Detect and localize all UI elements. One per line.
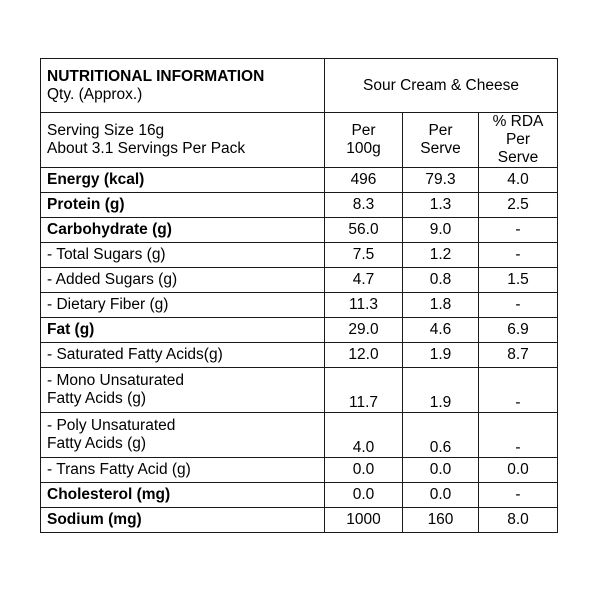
nutrient-row: [41, 268, 558, 293]
per-100g-value: 29.0: [325, 318, 403, 343]
rda-value: -: [479, 413, 558, 458]
nutrient-label: - Mono Unsaturated Fatty Acids (g): [41, 368, 325, 413]
nutrient-row: [41, 343, 558, 368]
nutrient-label: Protein (g): [41, 193, 325, 218]
header-row-columns: [41, 113, 558, 168]
per-100g-value: 56.0: [325, 218, 403, 243]
nutrient-row: [41, 168, 558, 193]
per-100g-value: 11.3: [325, 293, 403, 318]
serving-info-cell: [41, 113, 325, 168]
table-title: NUTRITIONAL INFORMATION: [47, 67, 265, 85]
per-serve-value: 1.2: [403, 243, 479, 268]
serving-size: Serving Size 16g: [47, 122, 165, 139]
nutrient-label: Energy (kcal): [41, 168, 325, 193]
rda-value: 2.5: [479, 193, 558, 218]
per-100g-value: 12.0: [325, 343, 403, 368]
per-serve-value: 0.8: [403, 268, 479, 293]
rda-value: -: [479, 243, 558, 268]
col-header-per-100g: Per 100g: [325, 113, 403, 168]
nutrient-row: [41, 413, 558, 458]
rda-value: 4.0: [479, 168, 558, 193]
nutrition-table: [40, 58, 558, 533]
per-serve-value: 1.3: [403, 193, 479, 218]
per-serve-value: 1.9: [403, 343, 479, 368]
per-100g-value: 7.5: [325, 243, 403, 268]
rda-value: 6.9: [479, 318, 558, 343]
per-serve-value: 4.6: [403, 318, 479, 343]
per-serve-value: 0.6: [403, 413, 479, 458]
nutrient-label: - Poly Unsaturated Fatty Acids (g): [41, 413, 325, 458]
per-serve-value: 79.3: [403, 168, 479, 193]
rda-value: 0.0: [479, 458, 558, 483]
per-serve-value: 0.0: [403, 483, 479, 508]
rda-value: -: [479, 293, 558, 318]
per-100g-value: 4.7: [325, 268, 403, 293]
per-100g-value: 4.0: [325, 413, 403, 458]
header-row-title: [41, 59, 558, 113]
per-serve-value: 160: [403, 508, 479, 533]
per-100g-value: 496: [325, 168, 403, 193]
nutrient-label: Sodium (mg): [41, 508, 325, 533]
product-name: Sour Cream & Cheese: [325, 59, 558, 113]
per-100g-value: 0.0: [325, 483, 403, 508]
nutrient-label: - Total Sugars (g): [41, 243, 325, 268]
nutrient-row: [41, 243, 558, 268]
servings-per-pack: About 3.1 Servings Per Pack: [47, 140, 246, 157]
rda-value: -: [479, 218, 558, 243]
nutrient-label: Fat (g): [41, 318, 325, 343]
per-serve-value: 9.0: [403, 218, 479, 243]
rda-value: 8.0: [479, 508, 558, 533]
per-100g-value: 11.7: [325, 368, 403, 413]
rda-value: -: [479, 483, 558, 508]
nutrient-label: - Added Sugars (g): [41, 268, 325, 293]
per-100g-value: 1000: [325, 508, 403, 533]
qty-approx-label: Qty. (Approx.): [47, 85, 143, 103]
col-header-rda: % RDA Per Serve: [479, 113, 558, 168]
per-serve-value: 0.0: [403, 458, 479, 483]
rda-value: -: [479, 368, 558, 413]
rda-value: 8.7: [479, 343, 558, 368]
per-serve-value: 1.8: [403, 293, 479, 318]
nutrient-row: [41, 483, 558, 508]
nutrient-row: [41, 218, 558, 243]
nutrient-label: Cholesterol (mg): [41, 483, 325, 508]
col-header-per-serve: Per Serve: [403, 113, 479, 168]
nutrient-row: [41, 368, 558, 413]
nutrient-label: Carbohydrate (g): [41, 218, 325, 243]
per-100g-value: 0.0: [325, 458, 403, 483]
per-serve-value: 1.9: [403, 368, 479, 413]
nutrient-label: - Dietary Fiber (g): [41, 293, 325, 318]
header-title-cell: [41, 59, 325, 113]
rda-value: 1.5: [479, 268, 558, 293]
nutrient-row: [41, 193, 558, 218]
nutrient-label: - Saturated Fatty Acids(g): [41, 343, 325, 368]
nutrient-row: [41, 458, 558, 483]
nutrient-label: - Trans Fatty Acid (g): [41, 458, 325, 483]
per-100g-value: 8.3: [325, 193, 403, 218]
nutrient-row: [41, 293, 558, 318]
nutrient-row: [41, 508, 558, 533]
nutrient-row: [41, 318, 558, 343]
table-body: [41, 59, 558, 533]
